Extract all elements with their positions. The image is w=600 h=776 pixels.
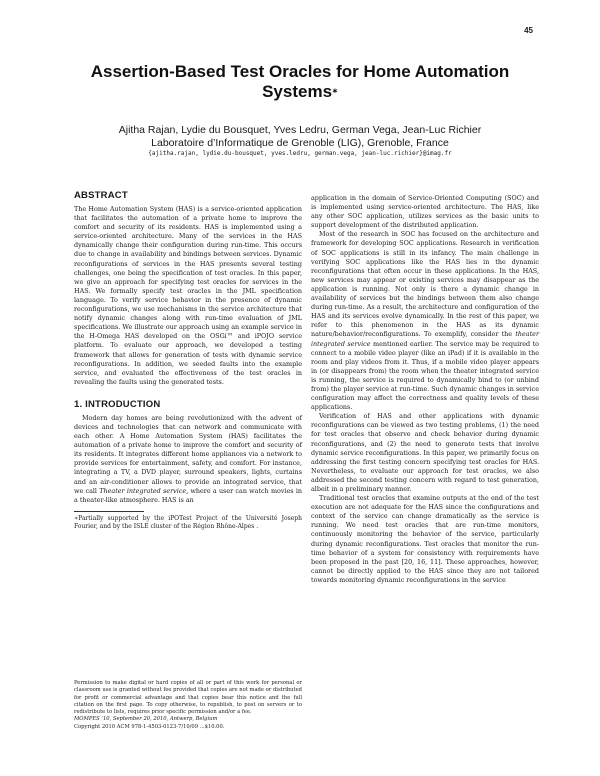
introduction-heading: 1. INTRODUCTION xyxy=(74,398,161,410)
footnote-rule xyxy=(74,511,144,512)
copyright-line: Copyright 2010 ACM 978-1-4503-0123-7/10/09 ...$10.00. xyxy=(74,723,225,730)
left-column xyxy=(74,190,302,531)
author-emails: {ajitha.rajan, lydie.du-bousquet, yves.ledru, german.vega, jean-luc.richier}@imag.fr xyxy=(148,150,452,157)
permission-text: Permission to make digital or hard copies of all or part of this work for personal or classroom use is granted without fee provided that copies are not made or distributed for profit or commercial advantage and that copies bear this notice and the full citation on the first page. To copy otherwise, to republish, to post on servers or to redistribute to lists, requires prior specific permission and/or a fee. xyxy=(74,680,302,716)
abstract-text: The Home Automation System (HAS) is a service-oriented application that facilitates the automation of a private home to improve the comfort and security of its residents. HAS is implemented using a service-oriented architecture. Many of the services in the HAS dynamically change their configuration during run-time. This occurs due to change in availability and bindings between services. Dynamic reconfigurations of services in the HAS presents several testing challenges, one being the specification of test oracles. In this paper, we give an approach for specifying test oracles for services in the HAS. We formally specify test oracles in the JML specification language. To verify service behavior in the presence of dynamic reconfigurations, we use mechanisms in the service architecture that notify dynamic changes along with run-time evaluation of JML specifications. We illustrate our approach using an example service in the H-Omega HAS developed on the OSGi™ and iPOJO service platform. To evaluate our approach, we developed a testing framework that allows for generation of tests with dynamic service reconfigurations. In addition, we seeded faults into the example service, and evaluated the effectiveness of the test oracles in revealing the faults using the generated tests. xyxy=(74,205,302,386)
affiliation: Laboratoire d’Informatique de Grenoble (LIG), Grenoble, France xyxy=(151,137,449,149)
permission-notice xyxy=(74,680,302,731)
paper-title-text: Assertion-Based Test Oracles for Home Automation Systems xyxy=(90,62,510,101)
right-paragraph-2: Most of the research in SOC has focused on the architecture and framework for developing SOC applications. Research in verification of SOC applications is still in its infancy. The main challenge in verifying SOC applications like the HAS lies in the dynamic reconfigurations that often occur in these applications. In the HAS, new services may appear or existing services may disappear as the application is running. Not only is there a dynamic change in availability of services but the bindings between them also change during run-time. As a result, the architecture and configuration of the HAS and its services evolve dynamically. In the rest of this paper, we refer to this phenomenon in the HAS as its dynamic nature/behavior/reconfigurations. To exemplify, consider the theater integrated service mentioned earlier. The service may be required to connect to a mobile video player (like an iPad) if it is available in the room and play videos from it. Thus, if a mobile video player appears in (or disappears from) the room when the theater integrated service is running, the service is required to dynamically bind to (or unbind from) the player service at run-time. Such dynamic changes in service configuration may affect the correctness and quality levels of these applications. xyxy=(311,230,539,412)
author-list: Ajitha Rajan, Lydie du Bousquet, Yves Ledru, German Vega, Jean-Luc Richier xyxy=(118,124,482,136)
right-paragraph-1: application in the domain of Service-Oriented Computing (SOC) and is implemented using service-oriented architecture. The HAS, like any other SOC application, utilizes services as the basic units to support development of the distributed application. xyxy=(311,194,539,230)
right-column xyxy=(311,194,539,585)
page-number: 45 xyxy=(524,26,533,35)
right-paragraph-4: Traditional test oracles that examine outputs at the end of the test execution are not adequate for the HAS since the configurations and context of the service can change dramatically as the service is running. We need test oracles that are run-time monitors, continuously monitoring the behavior of the service, particularly during dynamic reconfigurations. Test oracles that monitor the run-time behavior of a system for consistency with requirements have been proposed in the past [20, 16, 11]. These approaches, however, cannot be directly applied to the HAS since they are not tailored towards monitoring dynamic reconfigurations in the service xyxy=(311,494,539,584)
author-block xyxy=(60,124,540,150)
theater-service-term-2: theater integrated service xyxy=(311,330,539,348)
paper-title xyxy=(60,62,540,102)
venue-line: MOMPES ’10, September 20, 2010, Antwerp, Belgium xyxy=(74,716,218,723)
theater-service-term: Theater integrated service xyxy=(99,486,187,495)
footnote: ∗Partially supported by the iPOTest Project of the Université Joseph Fourier, and by the ISLE cluster of the Région Rhône-Alpes . xyxy=(74,514,302,530)
right-paragraph-3: Verification of HAS and other applications with dynamic reconfigurations can be viewed as two testing problems, (1) the need for test oracles that observe and check behavior during dynamic reconfigurations, and (2) the need to generate tests that involve dynamic service reconfigurations. In this paper, we primarily focus on addressing the first testing concern specifying test oracles for HAS. Nevertheless, to evaluate our approach for test oracles, we also addressed the second testing concern with regard to test generation, albeit in a preliminary manner. xyxy=(311,412,539,493)
introduction-paragraph: Modern day homes are being revolutionized with the advent of devices and technologies that can network and communicate with each other. A Home Automation System (HAS) facilitates the automation of a private home to improve the comfort and security of its residents. It integrates different home appliances via a network to provide services for entertainment, safety, and comfort. For instance, integrating a TV, a DVD player, surround speakers, lights, curtains and an air-conditioner allows to provide an integrated service, that we call Theater integrated service, where a user can watch movies in a theater-like atmosphere. HAS is an xyxy=(74,413,302,504)
title-footnote-mark: ∗ xyxy=(332,88,338,95)
abstract-heading: ABSTRACT xyxy=(74,190,128,201)
